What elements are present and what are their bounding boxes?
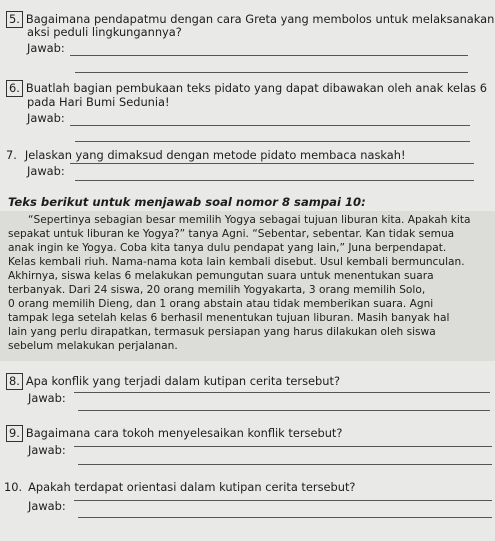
question-number: 5. xyxy=(6,11,23,28)
answer-line[interactable] xyxy=(75,72,468,73)
story-line: anak ingin ke Yogya. Coba kita tanya dulu pendapat yang lain,” Juna berpendapat. xyxy=(8,242,447,254)
question-5-line2: aksi peduli lingkungannya? xyxy=(27,25,182,39)
question-8 xyxy=(6,373,340,390)
question-text: Buatlah bagian pembukaan teks pidato yang dapat dibawakan oleh anak kelas 6 xyxy=(25,81,487,95)
question-number: 8. xyxy=(6,373,23,390)
answer-label: Jawab: xyxy=(28,499,66,513)
story-line: “Sepertinya sebagian besar memilih Yogya sebagai tujuan liburan kita. Apakah kita xyxy=(28,214,471,226)
question-10 xyxy=(4,480,355,495)
answer-line[interactable] xyxy=(74,500,492,501)
answer-line[interactable] xyxy=(78,464,492,465)
story-line: sebelum melakukan perjalanan. xyxy=(8,340,178,352)
question-number: 10. xyxy=(4,480,23,494)
answer-line[interactable] xyxy=(70,55,468,56)
answer-line[interactable] xyxy=(70,125,470,126)
question-number: 7. xyxy=(6,148,17,162)
story-heading: Teks berikut untuk menjawab soal nomor 8 sampai 10: xyxy=(8,195,366,209)
story-line: terbanyak. Dari 24 siswa, 20 orang memilih Yogyakarta, 3 orang memilih Solo, xyxy=(8,284,426,296)
story-passage xyxy=(0,211,495,361)
answer-label: Jawab: xyxy=(28,391,66,405)
question-9 xyxy=(6,425,342,442)
story-line: Kelas kembali riuh. Nama-nama kota lain kembali disebut. Usul kembali bermunculan. xyxy=(8,256,465,268)
answer-label: Jawab: xyxy=(27,164,65,178)
story-line: sepakat untuk liburan ke Yogya?” tanya Agni. “Sebentar, sebentar. Kan tidak semua xyxy=(8,228,455,240)
question-text: Apakah terdapat orientasi dalam kutipan cerita tersebut? xyxy=(28,480,356,494)
story-line: lain yang perlu dirapatkan, termasuk persiapan yang harus dilakukan oleh siswa xyxy=(8,326,436,338)
question-text: Jelaskan yang dimaksud dengan metode pidato membaca naskah! xyxy=(24,148,406,162)
question-7 xyxy=(6,148,406,163)
story-line: Akhirnya, siswa kelas 6 melakukan pemungutan suara untuk menentukan suara xyxy=(8,270,434,282)
answer-label: Jawab: xyxy=(27,111,65,125)
answer-line[interactable] xyxy=(78,517,492,518)
story-line: tampak lega setelah kelas 6 berhasil menentukan tujuan liburan. Masih banyak hal xyxy=(8,312,450,324)
answer-line[interactable] xyxy=(74,446,492,447)
question-text: Bagaimana pendapatmu dengan cara Greta yang membolos untuk melaksanakan xyxy=(25,12,495,26)
question-text: Bagaimana cara tokoh menyelesaikan konflik tersebut? xyxy=(25,426,343,440)
question-number: 6. xyxy=(6,80,23,97)
question-number: 9. xyxy=(6,425,23,442)
question-text: Apa konflik yang terjadi dalam kutipan cerita tersebut? xyxy=(25,374,341,388)
story-line: 0 orang memilih Dieng, dan 1 orang abstain atau tidak memberikan suara. Agni xyxy=(8,298,434,310)
answer-line[interactable] xyxy=(78,410,490,411)
answer-line[interactable] xyxy=(75,141,470,142)
answer-line[interactable] xyxy=(75,180,474,181)
answer-line[interactable] xyxy=(70,163,474,164)
question-6-line2: pada Hari Bumi Sedunia! xyxy=(27,95,170,109)
answer-label: Jawab: xyxy=(28,443,66,457)
answer-line[interactable] xyxy=(74,392,490,393)
answer-label: Jawab: xyxy=(27,41,65,55)
